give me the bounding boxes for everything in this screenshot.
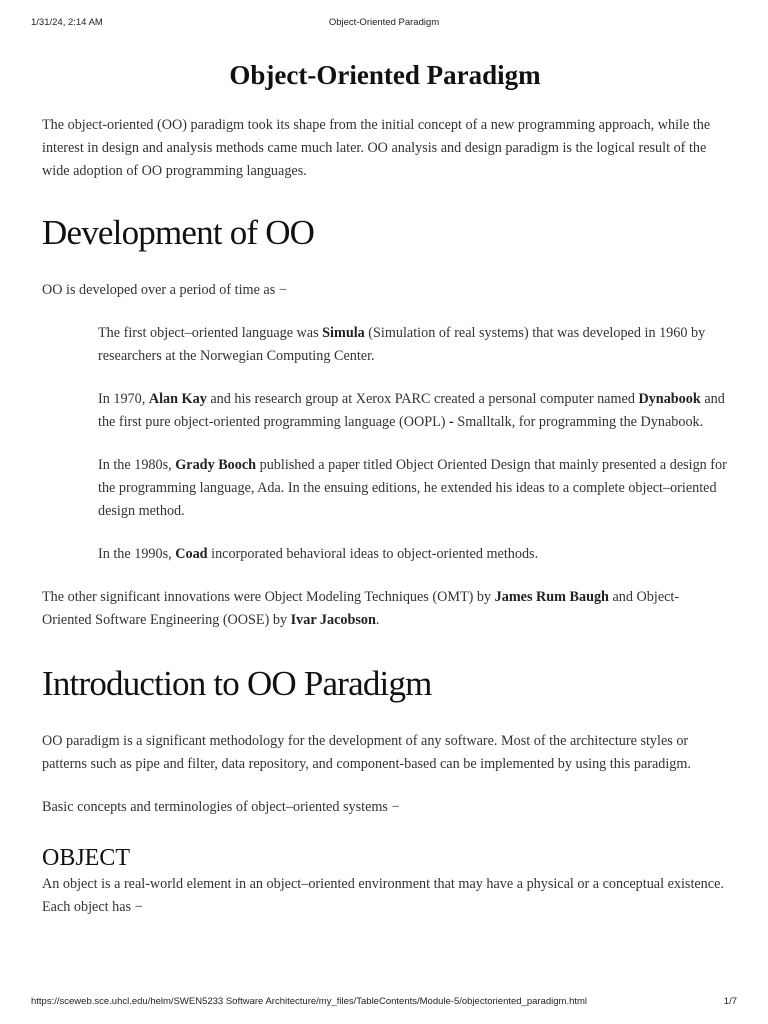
bold-term: - <box>449 414 454 430</box>
bold-term: Ivar Jacobson <box>290 612 376 628</box>
history-item-grady-booch: In the 1980s, Grady Booch published a paper titled Object Oriented Design that mainly presented a design for the programming language, Ada. In the ensuing editions, he extended his ideas to a complete object–oriented design method. <box>98 457 727 519</box>
print-page-number: 1/7 <box>723 996 737 1007</box>
print-footer <box>0 996 768 1010</box>
print-header <box>0 17 768 31</box>
introduction-paragraph: OO paradigm is a significant methodology for the development of any software. Most of the architecture styles or patterns such as pipe and filter, data repository, and component-based can be implemented by using this paradigm. <box>42 733 691 772</box>
bold-term: Simula <box>322 325 365 341</box>
intro-paragraph: The object-oriented (OO) paradigm took its shape from the initial concept of a new programming approach, while the interest in design and analysis methods came much later. OO analysis and design paradigm is the logical result of the wide adoption of OO programming languages. <box>42 117 711 179</box>
history-item-coad: In the 1990s, Coad incorporated behavioral ideas to object-oriented methods. <box>98 546 539 562</box>
history-item-simula: The first object–oriented language was Simula (Simulation of real systems) that was developed in 1960 by researchers at the Norwegian Computing Center. <box>98 325 706 364</box>
object-paragraph: An object is a real-world element in an object–oriented environment that may have a physical or a conceptual existence. Each object has − <box>42 876 724 915</box>
bold-term: James Rum Baugh <box>494 589 609 605</box>
print-doc-title: Object-Oriented Paradigm <box>328 17 440 28</box>
introduction-heading: Introduction to OO Paradigm <box>42 664 432 703</box>
bold-term: Coad <box>175 546 208 562</box>
bold-term: Grady Booch <box>175 457 257 473</box>
history-item-alan-kay: In 1970, Alan Kay and his research group at Xerox PARC created a personal computer named Dynabook and the first pure object-oriented programming language (OOPL) - Smalltalk, for programming the Dynabook. <box>98 391 725 430</box>
object-heading: OBJECT <box>42 845 131 871</box>
print-url: https://sceweb.sce.uhcl.edu/helm/SWEN5233 Software Architecture/my_files/TableContents/Module-5/objectoriented_paradigm.html <box>31 996 588 1007</box>
development-closing: The other significant innovations were Object Modeling Techniques (OMT) by James Rum Baugh and Object-Oriented Software Engineering (OOSE) by Ivar Jacobson. <box>42 589 680 628</box>
development-heading: Development of OO <box>42 213 315 252</box>
document-body <box>42 56 728 919</box>
print-datetime: 1/31/24, 2:14 AM <box>31 17 103 28</box>
basic-concepts-lead: Basic concepts and terminologies of object–oriented systems − <box>42 799 400 815</box>
page-title: Object-Oriented Paradigm <box>229 60 541 90</box>
bold-term: Alan Kay <box>148 391 207 407</box>
bold-term: Dynabook <box>638 391 701 407</box>
development-lead: OO is developed over a period of time as − <box>42 282 287 298</box>
